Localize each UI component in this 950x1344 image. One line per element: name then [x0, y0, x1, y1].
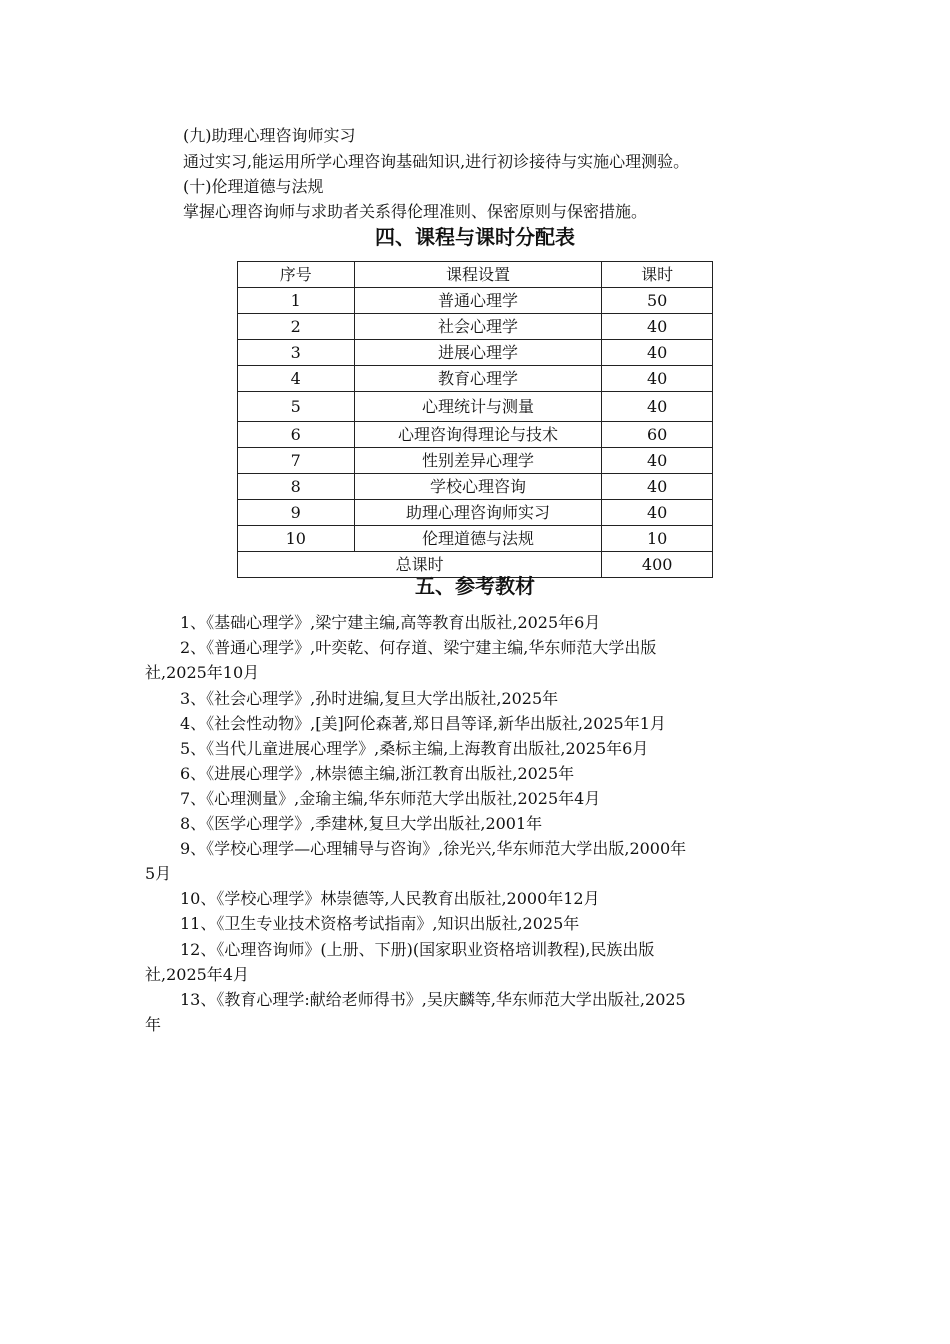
- row-course: 普通心理学: [354, 288, 602, 314]
- reference-item-continued: 社,2025年10月: [145, 663, 260, 682]
- row-course: 进展心理学: [354, 340, 602, 366]
- row-course: 心理咨询得理论与技术: [354, 422, 602, 448]
- row-hours: 10: [602, 526, 713, 552]
- row-no: 8: [238, 474, 355, 500]
- reference-item: 5、《当代儿童进展心理学》,桑标主编,上海教育出版社,2025年6月: [180, 739, 649, 758]
- row-no: 7: [238, 448, 355, 474]
- table-row: [238, 314, 713, 340]
- header-no: 序号: [238, 262, 355, 288]
- row-hours: 60: [602, 422, 713, 448]
- subsection-heading-10: (十)伦理道德与法规: [183, 177, 324, 196]
- reference-item: 9、《学校心理学—心理辅导与咨询》,徐光兴,华东师范大学出版,2000年: [180, 839, 687, 858]
- reference-item: 1、《基础心理学》,梁宁建主编,高等教育出版社,2025年6月: [180, 613, 601, 632]
- reference-item: 11、《卫生专业技术资格考试指南》,知识出版社,2025年: [180, 914, 580, 933]
- row-course: 社会心理学: [354, 314, 602, 340]
- row-hours: 40: [602, 366, 713, 392]
- table-header-row: [238, 262, 713, 288]
- reference-item: 10、《学校心理学》林崇德等,人民教育出版社,2000年12月: [180, 889, 600, 908]
- section-5-title: 五、参考教材: [415, 574, 535, 598]
- reference-item: 6、《进展心理学》,林崇德主编,浙江教育出版社,2025年: [180, 764, 575, 783]
- reference-item: 13、《教育心理学:献给老师得书》,吴庆麟等,华东师范大学出版社,2025: [180, 990, 686, 1009]
- section-4-title: 四、课程与课时分配表: [375, 225, 575, 249]
- row-course: 助理心理咨询师实习: [354, 500, 602, 526]
- row-hours: 40: [602, 474, 713, 500]
- reference-item: 3、《社会心理学》,孙时进编,复旦大学出版社,2025年: [180, 689, 559, 708]
- subsection-text-10: 掌握心理咨询师与求助者关系得伦理准则、保密原则与保密措施。: [183, 202, 648, 221]
- reference-item-continued: 5月: [145, 864, 172, 883]
- row-course: 心理统计与测量: [354, 392, 602, 422]
- table-row: [238, 526, 713, 552]
- total-value: 400: [602, 552, 713, 578]
- table-row: [238, 340, 713, 366]
- course-hours-table: [237, 261, 713, 578]
- subsection-text-9: 通过实习,能运用所学心理咨询基础知识,进行初诊接待与实施心理测验。: [183, 152, 690, 171]
- row-hours: 40: [602, 500, 713, 526]
- total-label: 总课时: [238, 552, 602, 578]
- header-course: 课程设置: [354, 262, 602, 288]
- row-no: 2: [238, 314, 355, 340]
- table-row: [238, 288, 713, 314]
- row-hours: 40: [602, 340, 713, 366]
- row-no: 4: [238, 366, 355, 392]
- row-hours: 40: [602, 314, 713, 340]
- row-course: 性别差异心理学: [354, 448, 602, 474]
- reference-item-continued: 年: [145, 1015, 162, 1034]
- reference-item-continued: 社,2025年4月: [145, 965, 249, 984]
- header-hours: 课时: [602, 262, 713, 288]
- reference-item: 2、《普通心理学》,叶奕乾、何存道、梁宁建主编,华东师范大学出版: [180, 638, 657, 657]
- subsection-heading-9: (九)助理心理咨询师实习: [183, 126, 356, 145]
- row-no: 3: [238, 340, 355, 366]
- table-row: [238, 500, 713, 526]
- row-no: 10: [238, 526, 355, 552]
- row-course: 教育心理学: [354, 366, 602, 392]
- reference-item: 12、《心理咨询师》(上册、下册)(国家职业资格培训教程),民族出版: [180, 940, 655, 959]
- row-no: 5: [238, 392, 355, 422]
- table-row: [238, 422, 713, 448]
- row-no: 9: [238, 500, 355, 526]
- reference-item: 8、《医学心理学》,季建林,复旦大学出版社,2001年: [180, 814, 543, 833]
- row-hours: 40: [602, 392, 713, 422]
- table-row: [238, 366, 713, 392]
- table-row: [238, 474, 713, 500]
- row-no: 1: [238, 288, 355, 314]
- row-no: 6: [238, 422, 355, 448]
- reference-item: 7、《心理测量》,金瑜主编,华东师范大学出版社,2025年4月: [180, 789, 601, 808]
- row-course: 伦理道德与法规: [354, 526, 602, 552]
- reference-item: 4、《社会性动物》,[美]阿伦森著,郑日昌等译,新华出版社,2025年1月: [180, 714, 666, 733]
- row-hours: 50: [602, 288, 713, 314]
- row-hours: 40: [602, 448, 713, 474]
- table-row: [238, 392, 713, 422]
- row-course: 学校心理咨询: [354, 474, 602, 500]
- table-row: [238, 448, 713, 474]
